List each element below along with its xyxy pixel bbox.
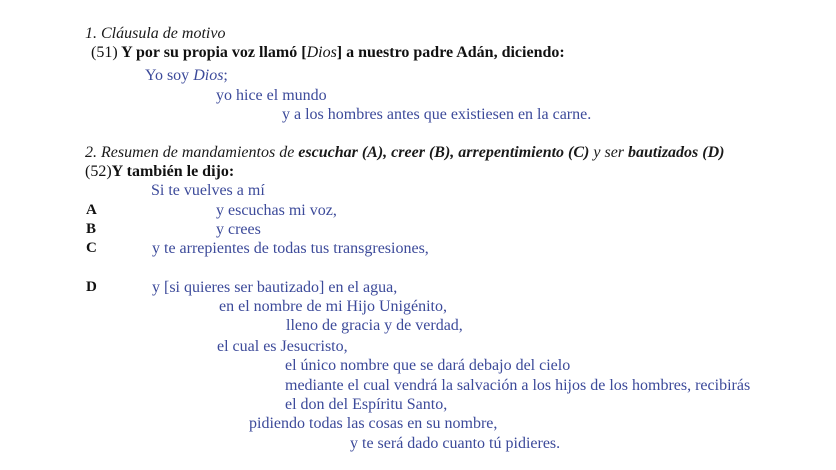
verse-line: y crees — [216, 221, 261, 238]
verse-line-italic: Dios — [193, 67, 224, 84]
heading-part: y ser — [589, 144, 629, 161]
verse-intro-part-b: ] a nuestro padre Adán, diciendo: — [336, 44, 565, 61]
verse-line: el único nombre que se dará debajo del cielo — [285, 357, 571, 374]
marker-d: D — [86, 279, 97, 295]
verse-line: mediante el cual vendrá la salvación a los hijos de los hombres, recibirás — [285, 377, 751, 394]
verse-line: y a los hombres antes que existiesen en la carne. — [282, 106, 592, 123]
verse-line: yo hice el mundo — [216, 87, 327, 104]
verse-51-intro — [91, 43, 565, 62]
verse-line: en el nombre de mi Hijo Unigénito, — [219, 298, 447, 315]
verse-line-text: Yo soy — [145, 67, 194, 84]
verse-number: (52) — [85, 163, 112, 180]
heading-part: 2. Resumen de mandamientos de — [85, 144, 299, 161]
verse-line: y [si quieres ser bautizado] en el agua, — [152, 279, 398, 296]
verse-line: Si te vuelves a mí — [151, 182, 265, 199]
verse-line: y te será dado cuanto tú pidieres. — [350, 435, 561, 452]
verse-intro: Y también le dijo: — [111, 163, 235, 180]
section-2-heading — [85, 143, 724, 162]
verse-line: el don del Espíritu Santo, — [285, 396, 448, 413]
verse-line: pidiendo todas las cosas en su nombre, — [249, 415, 498, 432]
heading-bold-part: bautizados (D) — [628, 144, 725, 161]
verse-line — [145, 66, 228, 85]
verse-line-punct: ; — [223, 67, 228, 84]
verse-intro-part-a: Y por su propia voz llamó [ — [121, 44, 307, 61]
verse-line: y escuchas mi voz, — [216, 202, 337, 219]
verse-intro-dios: Dios — [306, 44, 337, 61]
section-1-heading: 1. Cláusula de motivo — [85, 25, 226, 42]
verse-52-intro — [85, 162, 234, 181]
verse-line: lleno de gracia y de verdad, — [286, 317, 463, 334]
marker-c: C — [86, 240, 97, 256]
verse-line: y te arrepientes de todas tus transgresiones, — [152, 240, 429, 257]
marker-a: A — [86, 202, 97, 218]
verse-number: (51) — [91, 44, 118, 61]
heading-bold-part: escuchar (A), creer (B), arrepentimiento (C) — [298, 144, 590, 161]
marker-b: B — [86, 221, 97, 237]
verse-line: el cual es Jesucristo, — [217, 338, 348, 355]
